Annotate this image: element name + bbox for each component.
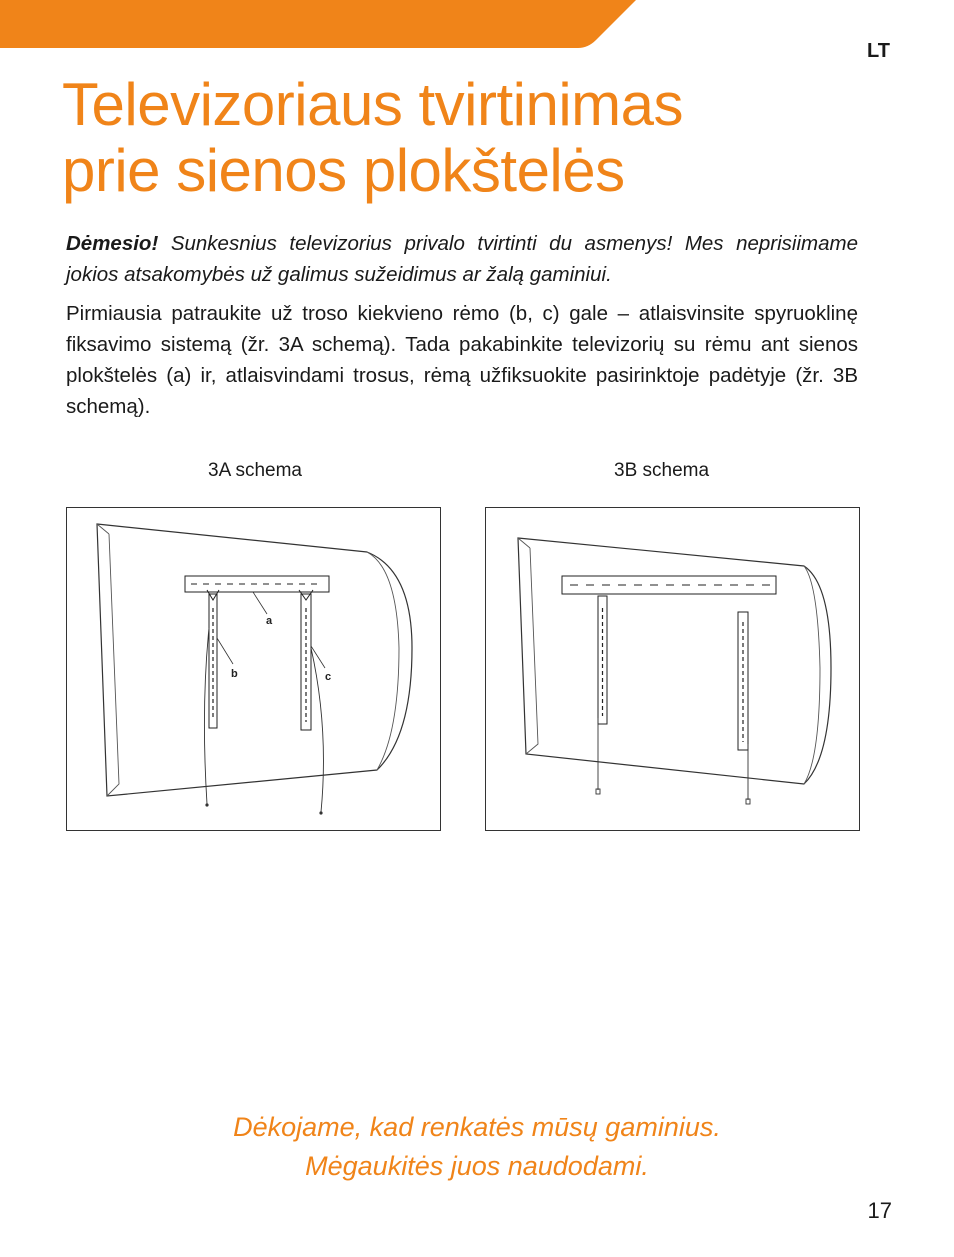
figure-3b-drawing [486, 508, 859, 830]
warning-label: Dėmesio! [66, 232, 159, 255]
label-a: a [266, 615, 273, 627]
page-title-line-2: prie sienos plokštelės [62, 137, 625, 204]
figure-3b-caption: 3B schema [614, 460, 710, 481]
label-c: c [325, 671, 332, 683]
warning-paragraph [66, 228, 858, 290]
header-accent-bar [0, 0, 640, 48]
page-number: 17 [867, 1198, 892, 1223]
page-title-line-1: Televizoriaus tvirtinimas [62, 71, 684, 138]
page-title [62, 72, 683, 204]
thank-you-message [0, 1108, 954, 1186]
label-b: b [231, 668, 238, 680]
figure-3b [485, 507, 860, 831]
thank-you-line-1: Dėkojame, kad renkatės mūsų gaminius. [233, 1112, 721, 1142]
language-code: LT [867, 40, 890, 62]
thank-you-line-2: Mėgaukitės juos naudodami. [305, 1151, 649, 1181]
figure-3a-drawing [67, 508, 440, 830]
figure-3a [66, 507, 441, 831]
figure-3a-caption: 3A schema [208, 460, 302, 481]
instructions-paragraph: Pirmiausia patraukite už troso kiekvieno rėmo (b, c) gale – atlaisvinsite spyruoklinę fiksavimo sistemą (žr. 3A schemą). Tada pakabinkite televizorių su rėmu ant sienos plokštelės (a) ir, atlaisvindami trosus, rėmą užfiksuokite pasirinktoje padėtyje (žr. 3B schemą). [66, 302, 858, 418]
warning-text: Sunkesnius televizorius privalo tvirtinti du asmenys! Mes neprisiimame jokios atsakomybės už galimus sužeidimus ar žalą gaminiui. [66, 232, 858, 286]
